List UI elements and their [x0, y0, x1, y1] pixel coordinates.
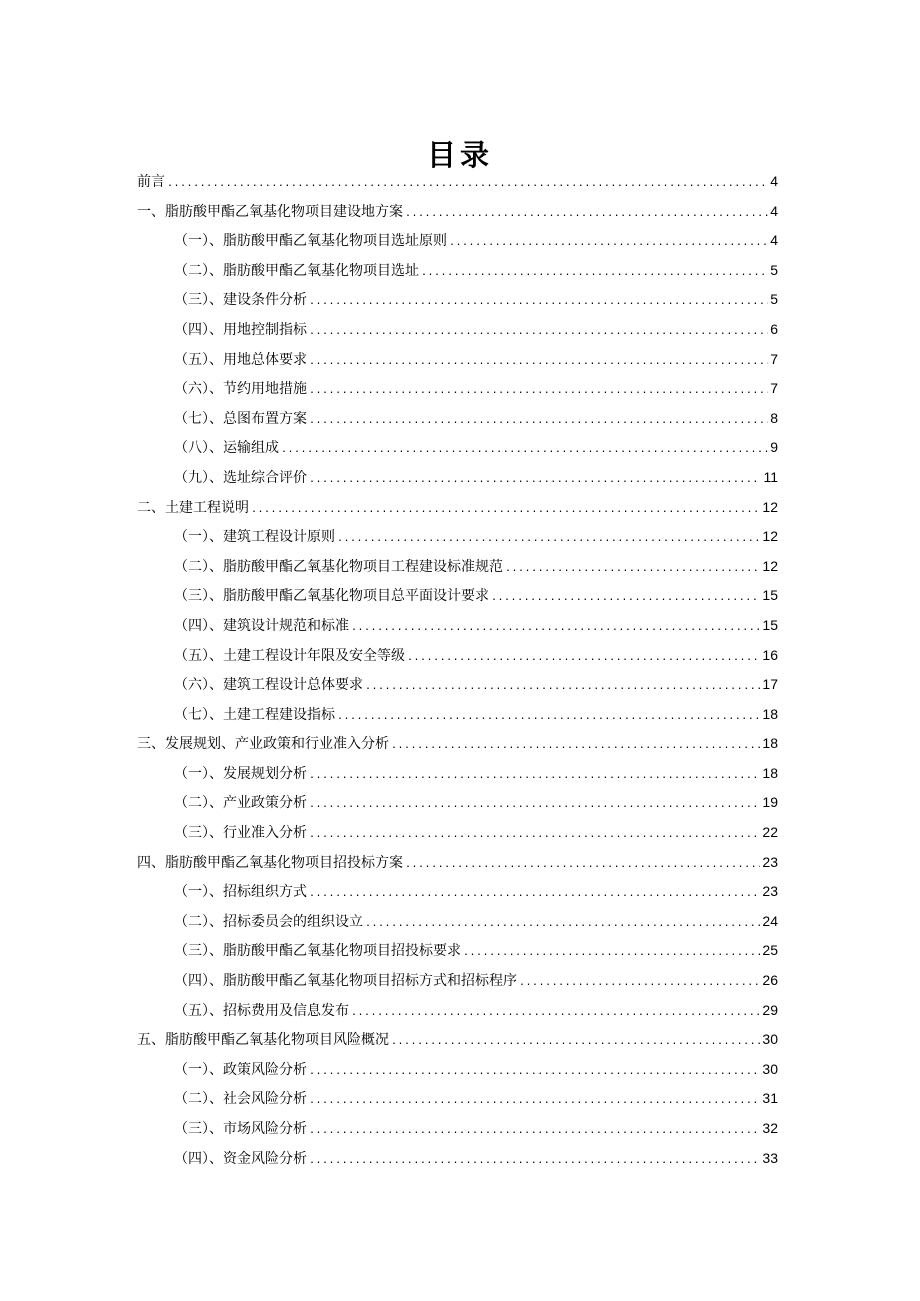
toc-page-number: 29: [762, 1001, 778, 1018]
toc-page-number: 25: [762, 942, 778, 959]
toc-dot-leader: [309, 879, 760, 907]
toc-dot-leader: [281, 435, 768, 463]
toc-entry-title: （九）、选址综合评价: [174, 469, 307, 486]
toc-section-entry[interactable]: [137, 285, 778, 315]
toc-entry-title: （三）、行业准入分析: [174, 825, 307, 842]
toc-section-entry[interactable]: [137, 759, 778, 789]
toc-page-number: 12: [762, 498, 778, 515]
toc-section-entry[interactable]: [137, 700, 778, 730]
toc-page-number: 7: [770, 350, 778, 367]
toc-page-number: 19: [762, 794, 778, 811]
toc-section-entry[interactable]: [137, 463, 778, 493]
toc-entry-title: （二）、社会风险分析: [174, 1091, 307, 1108]
toc-entry-title: （四）、用地控制指标: [174, 321, 307, 338]
toc-dot-leader: [309, 790, 760, 818]
toc-section-entry[interactable]: [137, 315, 778, 345]
toc-entry-title: （一）、政策风险分析: [174, 1061, 307, 1078]
toc-page-number: 23: [762, 883, 778, 900]
toc-entry-title: （二）、脂肪酸甲酯乙氧基化物项目选址: [174, 262, 419, 279]
toc-page-number: 4: [770, 202, 778, 219]
toc-entry-title: 二、土建工程说明: [137, 499, 249, 516]
toc-page-number: 33: [762, 1149, 778, 1166]
toc-entry-title: （四）、脂肪酸甲酯乙氧基化物项目招标方式和招标程序: [174, 973, 517, 990]
toc-page-number: 11: [763, 468, 778, 485]
toc-dot-leader: [407, 643, 760, 671]
toc-section-entry[interactable]: [137, 256, 778, 286]
toc-section-entry[interactable]: [137, 611, 778, 641]
toc-page-number: 23: [762, 853, 778, 870]
toc-entry-title: （一）、招标组织方式: [174, 884, 307, 901]
toc-section-entry[interactable]: [137, 374, 778, 404]
toc-entry-title: （三）、市场风险分析: [174, 1121, 307, 1137]
toc-dot-leader: [365, 909, 760, 937]
toc-entry-title: （四）、建筑设计规范和标准: [174, 617, 349, 634]
toc-entry-title: （三）、建设条件分析: [174, 292, 307, 309]
toc-dot-leader: [463, 938, 760, 966]
toc-page-number: 9: [770, 439, 778, 456]
toc-section-entry[interactable]: [137, 788, 778, 818]
toc-section-entry[interactable]: [137, 996, 778, 1026]
toc-page-number: 22: [762, 824, 778, 841]
toc-dot-leader: [309, 1057, 760, 1085]
toc-entry-title: 三、发展规划、产业政策和行业准入分析: [137, 736, 389, 753]
toc-dot-leader: [309, 1086, 760, 1114]
toc-page-number: 15: [762, 616, 778, 633]
toc-dot-leader: [309, 465, 761, 493]
toc-entry-title: （五）、招标费用及信息发布: [174, 1002, 349, 1019]
toc-dot-leader: [309, 376, 768, 404]
toc-page-number: 18: [762, 705, 778, 722]
toc-entry-title: 一、脂肪酸甲酯乙氧基化物项目建设地方案: [137, 203, 403, 220]
toc-dot-leader: [251, 495, 760, 523]
toc-section-entry[interactable]: [137, 936, 778, 966]
toc-dot-leader: [491, 583, 760, 611]
toc-page-number: 8: [770, 409, 778, 426]
toc-page-number: 26: [762, 972, 778, 989]
toc-section-entry[interactable]: [137, 581, 778, 611]
toc-dot-leader: [421, 258, 768, 286]
toc-section-entry[interactable]: [137, 641, 778, 671]
toc-dot-leader: [405, 850, 760, 878]
toc-section-entry[interactable]: [137, 522, 778, 552]
toc-entry-title: （一）、建筑工程设计原则: [174, 529, 335, 546]
toc-page-number: 4: [770, 173, 778, 189]
toc-dot-leader: [519, 968, 760, 996]
toc-dot-leader: [449, 228, 768, 256]
toc-page-number: 32: [762, 1120, 778, 1136]
toc-page-number: 24: [762, 912, 778, 929]
toc-entry-title: （六）、节约用地措施: [174, 381, 307, 398]
toc-chapter-entry[interactable]: [137, 493, 778, 523]
toc-page-number: 30: [762, 1060, 778, 1077]
toc-entry-title: 前言: [137, 174, 165, 190]
toc-section-entry[interactable]: [137, 345, 778, 375]
toc-page-number: 5: [770, 261, 778, 278]
toc-dot-leader: [365, 672, 760, 700]
toc-section-entry[interactable]: [137, 433, 778, 463]
toc-dot-leader: [505, 554, 760, 582]
toc-dot-leader: [309, 1116, 760, 1144]
toc-chapter-entry[interactable]: [137, 729, 778, 759]
toc-page-number: 6: [770, 320, 778, 337]
table-of-contents: [137, 167, 778, 1173]
toc-page-number: 5: [770, 291, 778, 308]
toc-page-number: 16: [762, 646, 778, 663]
toc-section-entry[interactable]: [137, 966, 778, 996]
toc-page-number: 7: [770, 380, 778, 397]
toc-page-number: 12: [762, 528, 778, 545]
toc-dot-leader: [309, 287, 768, 315]
toc-entry-title: （四）、资金风险分析: [174, 1150, 307, 1167]
toc-section-entry[interactable]: [137, 552, 778, 582]
toc-page-number: 31: [762, 1090, 778, 1107]
toc-entry-title: （三）、脂肪酸甲酯乙氧基化物项目招投标要求: [174, 943, 461, 960]
toc-dot-leader: [405, 199, 768, 227]
toc-section-entry[interactable]: [137, 1114, 778, 1144]
toc-entry-title: 五、脂肪酸甲酯乙氧基化物项目风险概况: [137, 1032, 389, 1049]
toc-dot-leader: [309, 1146, 760, 1174]
toc-dot-leader: [309, 820, 760, 848]
toc-entry-title: （五）、土建工程设计年限及安全等级: [174, 647, 405, 664]
toc-section-entry[interactable]: [137, 1055, 778, 1085]
toc-entry-title: （一）、发展规划分析: [174, 765, 307, 782]
page-title: 目录: [426, 138, 493, 173]
toc-page-number: 18: [762, 735, 778, 752]
toc-dot-leader: [337, 524, 760, 552]
toc-dot-leader: [391, 1027, 760, 1055]
toc-chapter-entry[interactable]: [137, 1025, 778, 1055]
toc-page-number: 15: [762, 587, 778, 604]
toc-entry-title: （七）、土建工程建设指标: [174, 706, 335, 723]
toc-entry-title: （一）、脂肪酸甲酯乙氧基化物项目选址原则: [174, 233, 447, 250]
toc-section-entry[interactable]: [137, 1084, 778, 1114]
toc-entry-title: 四、脂肪酸甲酯乙氧基化物项目招投标方案: [137, 854, 403, 871]
toc-chapter-entry[interactable]: [137, 848, 778, 878]
toc-page-number: 4: [770, 232, 778, 249]
toc-section-entry[interactable]: [137, 877, 778, 907]
toc-dot-leader: [309, 347, 768, 375]
toc-entry-title: （八）、运输组成: [174, 440, 279, 457]
toc-dot-leader: [309, 761, 760, 789]
toc-chapter-entry[interactable]: [137, 167, 778, 197]
toc-entry-title: （三）、脂肪酸甲酯乙氧基化物项目总平面设计要求: [174, 588, 489, 605]
toc-dot-leader: [351, 613, 760, 641]
toc-entry-title: （六）、建筑工程设计总体要求: [174, 677, 363, 694]
toc-entry-title: （二）、产业政策分析: [174, 795, 307, 812]
toc-section-entry[interactable]: [137, 226, 778, 256]
toc-dot-leader: [167, 169, 768, 197]
toc-section-entry[interactable]: [137, 907, 778, 937]
toc-section-entry[interactable]: [137, 670, 778, 700]
toc-section-entry[interactable]: [137, 818, 778, 848]
toc-entry-title: （五）、用地总体要求: [174, 351, 307, 368]
toc-dot-leader: [337, 702, 760, 730]
toc-page-number: 12: [762, 557, 778, 574]
toc-dot-leader: [309, 317, 768, 345]
toc-section-entry[interactable]: [137, 1144, 778, 1174]
toc-entry-title: （二）、招标委员会的组织设立: [174, 913, 363, 930]
toc-page-number: 30: [762, 1031, 778, 1048]
toc-dot-leader: [391, 731, 760, 759]
toc-entry-title: （二）、脂肪酸甲酯乙氧基化物项目工程建设标准规范: [174, 558, 503, 575]
toc-page-number: 17: [762, 676, 778, 693]
toc-section-entry[interactable]: [137, 404, 778, 434]
toc-chapter-entry[interactable]: [137, 197, 778, 227]
toc-entry-title: （七）、总图布置方案: [174, 410, 307, 427]
toc-dot-leader: [351, 998, 760, 1026]
toc-dot-leader: [309, 406, 768, 434]
toc-page-number: 18: [762, 764, 778, 781]
